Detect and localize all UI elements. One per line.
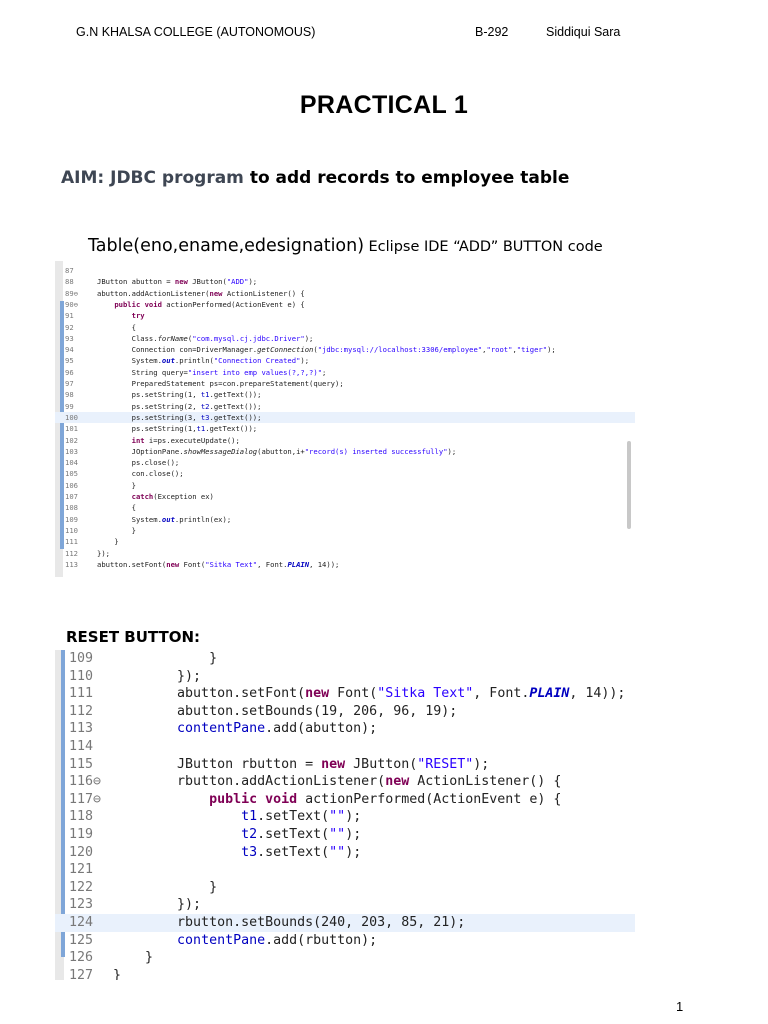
line-number: 112 — [65, 548, 78, 558]
line-number: 119 — [69, 827, 94, 842]
code-line — [55, 288, 635, 299]
line-number: 100 — [65, 412, 78, 422]
line-number: 91 — [65, 311, 74, 321]
line-number: 94 — [65, 345, 74, 355]
code-line — [55, 480, 635, 491]
table-description — [88, 236, 603, 256]
code-line — [55, 423, 635, 434]
line-number: 107 — [65, 492, 78, 501]
code-line — [55, 650, 635, 668]
line-number: 92 — [65, 322, 74, 332]
code-line — [55, 435, 635, 446]
code-caption: Eclipse IDE “ADD” BUTTON code — [368, 239, 603, 255]
code-text: JButton rbutton = new JButton("RESET"); — [113, 756, 490, 772]
aim-technology: JDBC program — [110, 168, 244, 188]
header-college: G.N KHALSA COLLEGE (AUTONOMOUS) — [76, 25, 316, 39]
line-number: 126 — [69, 950, 94, 966]
line-number: 118 — [69, 809, 94, 825]
code-line — [55, 310, 635, 321]
code-text: contentPane.add(abutton); — [177, 721, 378, 737]
code-line — [55, 949, 635, 967]
code-line — [55, 299, 635, 310]
code-line — [55, 536, 635, 547]
code-text: ps.setString(1, t1.getText()); — [97, 390, 262, 400]
line-number: 124 — [69, 915, 94, 930]
line-number: 101 — [65, 424, 78, 434]
code-text: } — [97, 480, 136, 490]
line-number: 111 — [65, 537, 78, 547]
line-number: 109 — [65, 514, 78, 524]
code-line — [55, 559, 635, 570]
code-line — [55, 457, 635, 468]
code-line — [55, 491, 635, 502]
line-number: 93 — [65, 333, 74, 343]
code-line — [55, 914, 635, 932]
code-line — [55, 276, 635, 287]
code-line — [55, 333, 635, 344]
line-number: 125 — [69, 932, 94, 948]
line-number: 106 — [65, 480, 78, 490]
line-number: 108 — [65, 503, 78, 513]
page-number: 1 — [676, 999, 684, 1014]
code-text: int i=ps.executeUpdate(); — [131, 435, 240, 445]
code-text: rbutton.setBounds(240, 203, 85, 21); — [113, 915, 466, 930]
code-text: t3.setText(""); — [241, 844, 362, 860]
code-text: ps.setString(2, t2.getText()); — [97, 401, 262, 411]
code-text: abutton.addActionListener(new ActionListener() { — [97, 288, 305, 298]
code-text: ps.close(); — [97, 458, 180, 468]
line-number: 112 — [69, 703, 94, 719]
code-line — [55, 756, 635, 774]
reset-button-heading: RESET BUTTON: — [66, 628, 201, 646]
line-number: 117⊖ — [69, 791, 102, 807]
code-line — [55, 548, 635, 559]
code-line — [55, 932, 635, 950]
code-line — [55, 446, 635, 457]
code-text: } — [97, 525, 136, 535]
code-text: t1.setText(""); — [241, 809, 362, 825]
code-line — [55, 685, 635, 703]
code-line — [55, 967, 635, 980]
line-number: 109 — [69, 651, 94, 666]
line-number: 111 — [69, 686, 94, 702]
code-line — [55, 355, 635, 366]
code-line — [55, 896, 635, 914]
code-text: JButton abutton = new JButton("ADD"); — [97, 277, 258, 287]
code-text: public void actionPerformed(ActionEvent e) { — [114, 299, 305, 309]
code-line — [55, 808, 635, 826]
code-text: PreparedStatement ps=con.prepareStatement(query); — [97, 379, 344, 388]
code-text: } — [113, 879, 218, 895]
code-text: JOptionPane.showMessageDialog(abutton,i+"record(s) inserted successfully"); — [97, 446, 457, 456]
code-line — [55, 791, 635, 809]
code-line — [55, 773, 635, 791]
aim-statement — [61, 168, 569, 188]
header-roll-number: B-292 — [475, 25, 509, 39]
code-text: abutton.setBounds(19, 206, 96, 19); — [113, 703, 458, 719]
code-text: ps.setString(3, t3.getText()); — [97, 412, 262, 422]
code-text: System.out.println(ex); — [97, 514, 232, 524]
line-number: 105 — [65, 469, 78, 479]
code-text: { — [97, 322, 136, 332]
code-line — [55, 525, 635, 536]
code-text: }); — [97, 548, 110, 558]
line-number: 90⊖ — [65, 299, 78, 309]
line-number: 122 — [69, 879, 94, 895]
line-number: 110 — [69, 668, 94, 684]
line-number: 99 — [65, 401, 74, 411]
code-text: contentPane.add(rbutton); — [177, 932, 378, 948]
aim-description: to add records to employee table — [249, 168, 570, 188]
page-title: PRACTICAL 1 — [299, 91, 469, 119]
line-number: 102 — [65, 435, 78, 445]
line-number: 104 — [65, 458, 78, 468]
code-text: abutton.setFont(new Font("Sitka Text", Font.PLAIN, 14)); — [113, 686, 626, 702]
code-line — [55, 367, 635, 378]
code-text: rbutton.addActionListener(new ActionListener() { — [113, 774, 562, 790]
code-line — [55, 468, 635, 479]
code-text: public void actionPerformed(ActionEvent e) { — [209, 791, 562, 807]
code-line — [55, 861, 635, 879]
line-number: 114 — [69, 739, 94, 754]
line-number: 103 — [65, 446, 78, 456]
code-line — [55, 514, 635, 525]
code-text: t2.setText(""); — [241, 827, 362, 842]
line-number: 88 — [65, 277, 74, 287]
code-line — [55, 720, 635, 738]
reset-button-code-screenshot — [55, 650, 635, 980]
code-text: }); — [113, 668, 202, 684]
code-text: } — [97, 537, 119, 547]
code-text: } — [113, 950, 154, 966]
line-number: 120 — [69, 844, 94, 860]
code-text: try — [131, 311, 145, 321]
line-number: 96 — [65, 367, 74, 377]
code-line — [55, 412, 635, 423]
code-text: catch(Exception ex) — [131, 492, 214, 501]
code-text: ps.setString(1,t1.getText()); — [97, 424, 258, 434]
code-text: } — [113, 651, 218, 666]
code-text: }); — [113, 897, 202, 913]
code-line — [55, 322, 635, 333]
line-number: 116⊖ — [69, 774, 102, 790]
code-line — [55, 738, 635, 756]
code-line — [55, 389, 635, 400]
line-number: 121 — [69, 862, 94, 878]
line-number: 87 — [65, 266, 74, 275]
header-student-name: Siddiqui Sara — [546, 25, 621, 39]
code-text: System.out.println("Connection Created"); — [97, 356, 310, 366]
code-line — [55, 844, 635, 862]
code-text: Connection con=DriverManager.getConnection("jdbc:mysql://localhost:3306/employee","root","tiger"); — [97, 345, 556, 355]
code-line — [55, 401, 635, 412]
code-line — [55, 668, 635, 686]
line-number: 89⊖ — [65, 288, 78, 298]
line-number: 95 — [65, 356, 74, 366]
aim-label: AIM: — [61, 168, 105, 188]
line-number: 110 — [65, 525, 78, 535]
code-text: String query="insert into emp values(?,?,?)"; — [97, 367, 327, 377]
line-number: 113 — [69, 721, 94, 737]
line-number: 123 — [69, 897, 94, 913]
line-number: 97 — [65, 379, 74, 388]
table-schema: Table(eno,ename,edesignation) — [88, 236, 365, 256]
code-line — [55, 265, 635, 276]
code-line — [55, 703, 635, 721]
code-line — [55, 826, 635, 844]
code-text: abutton.setFont(new Font("Sitka Text", Font.PLAIN, 14)); — [97, 559, 340, 569]
code-text: { — [97, 503, 136, 513]
code-line — [55, 879, 635, 897]
code-text: Class.forName("com.mysql.cj.jdbc.Driver"); — [97, 333, 314, 343]
line-number: 127 — [69, 967, 94, 980]
line-number: 113 — [65, 559, 78, 569]
code-line — [55, 344, 635, 355]
code-line — [55, 502, 635, 513]
code-text: } — [113, 967, 122, 980]
line-number: 115 — [69, 756, 94, 772]
code-line — [55, 378, 635, 389]
code-text: con.close(); — [97, 469, 184, 479]
add-button-code-screenshot — [55, 261, 635, 577]
line-number: 98 — [65, 390, 74, 400]
